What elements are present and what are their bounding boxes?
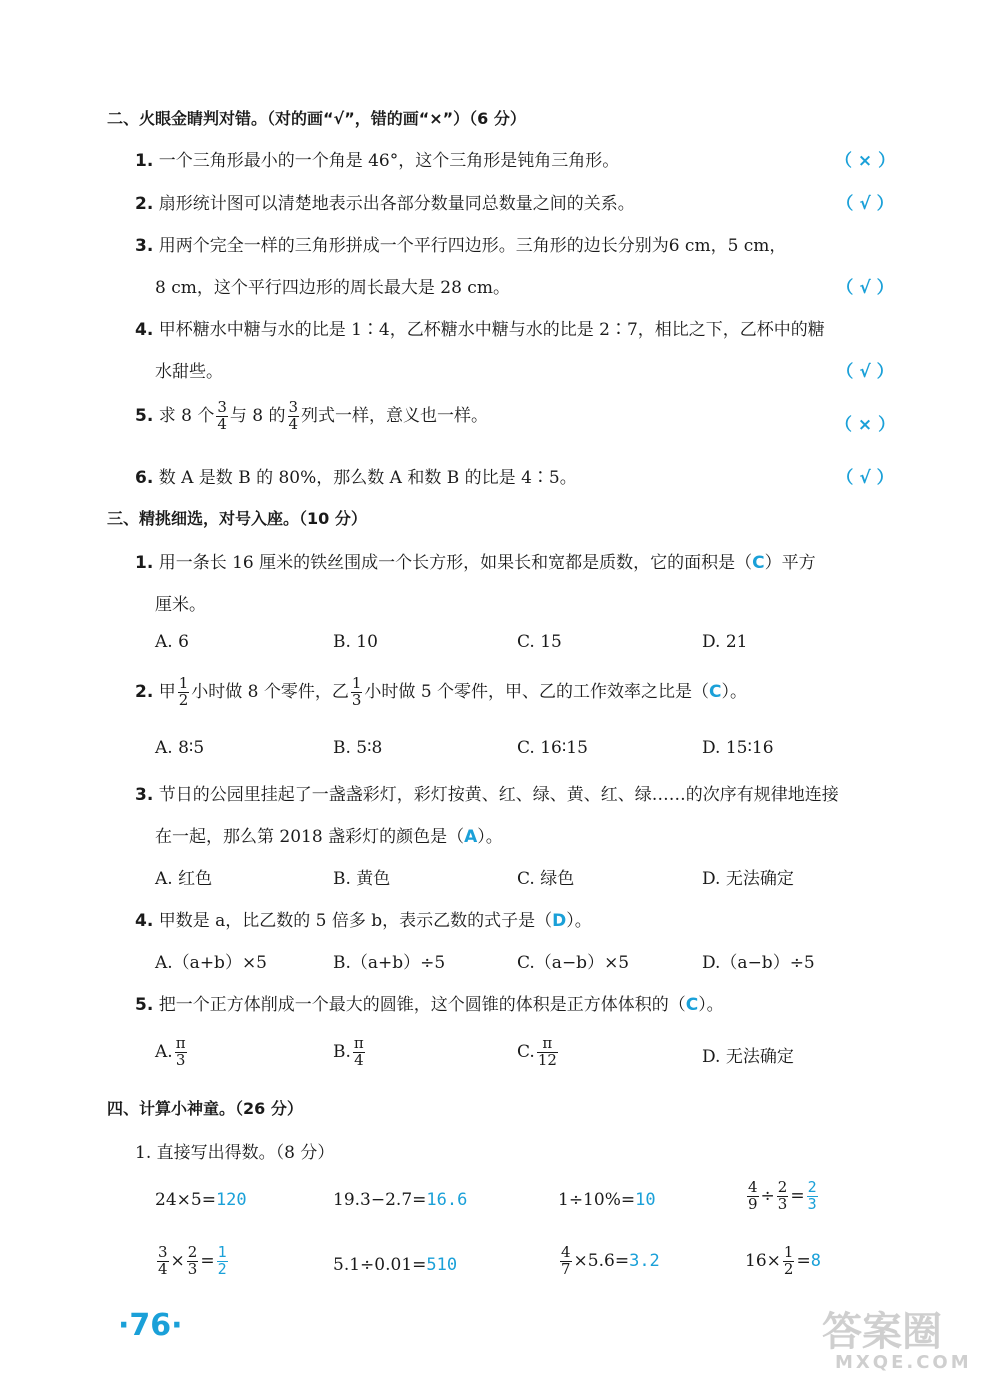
option-d: D. 无法确定 [702,1047,794,1067]
calc-3: 1÷10%=10 [558,1190,656,1210]
judge-item-3 [135,231,786,256]
answer: C [685,995,699,1015]
judge-item-6 [135,463,577,488]
option-d: D. 15∶16 [702,738,774,758]
calc-answer: 510 [426,1255,458,1275]
judge-mark-2: （ √ ） [836,194,894,214]
calc-6: 5.1÷0.01=510 [333,1255,458,1275]
item-number: 5. [135,405,154,426]
calc-answer: 16.6 [426,1190,468,1210]
option-c: C. 15 [517,632,562,652]
option-d: D. 21 [702,632,748,652]
section-2-title: 二、火眼金睛判对错。（对的画“√”，错的画“×”）（6 分） [107,109,526,128]
judge-item-4 [135,315,825,340]
judge-item-5: 5. 求 8 个 $\frac{3}{4}$ 与 8 的 $\frac{3}{4}$ 列式一样，意义也一样。 [135,398,489,433]
fraction: $\frac{3}{4}$ [288,398,299,433]
item-number: 3. [135,236,154,256]
option-b: B. 5∶8 [333,738,383,758]
item-number: 4. [135,320,154,340]
item-number: 6. [135,468,154,488]
choice-question-4: 4. 甲数是 a，比乙数的 5 倍多 b，表示乙数的式子是（D）。 [135,911,592,931]
fraction: $\frac{1}{3}$ [351,674,362,709]
calc-8: 16× $\frac{1}{2}$ =8 [745,1243,821,1278]
answer: C [752,553,765,573]
watermark-logo: 答案圈 [822,1309,942,1355]
calc-5: $\frac{3}{4}$ × $\frac{2}{3}$ = $\frac{1}{2}$ [158,1243,227,1278]
answer: C [709,681,722,702]
calc-answer: 8 [810,1250,821,1271]
section-4-title: 四、计算小神童。（26 分） [107,1099,303,1118]
option-a: A. 红色 [155,869,213,889]
calc-answer: 120 [215,1190,247,1210]
judge-mark-3: （ √ ） [836,278,894,298]
page-number: ·76· [118,1308,183,1343]
fraction: $\frac{3}{4}$ [217,398,227,433]
choice-question-3-cont: 在一起，那么第 2018 盏彩灯的颜色是（A）。 [155,827,503,847]
judge-item-4-cont: 水甜些。 [155,362,223,382]
option-a: A. 8∶5 [155,738,205,758]
option-b: B. 黄色 [333,869,391,889]
judge-mark-1: （ × ） [835,151,896,171]
section-3-title: 三、精挑细选，对号入座。（10 分） [107,509,367,528]
judge-mark-5: （ × ） [835,415,896,435]
calc-1: 24×5=120 [155,1190,247,1210]
item-text: 扇形统计图可以清楚地表示出各部分数量同总数量之间的关系。 [158,194,635,214]
judge-item-1 [135,146,619,171]
option-a: A. $\frac{\pi}{3}$ [155,1034,186,1069]
choice-question-5: 5. 把一个正方体削成一个最大的圆锥，这个圆锥的体积是正方体体积的（C）。 [135,995,724,1015]
judge-item-2 [135,189,635,214]
item-number: 2. [135,194,154,214]
option-c: C. $\frac{\pi}{12}$ [517,1034,557,1069]
option-d: D. 无法确定 [702,869,794,889]
item-text: 一个三角形最小的一个角是 46°，这个三角形是钝角三角形。 [158,151,620,171]
option-a: A.（a+b）×5 [155,953,268,973]
option-b: B. $\frac{\pi}{4}$ [333,1034,364,1069]
fraction: $\frac{1}{2}$ [178,674,189,709]
option-d: D.（a−b）÷5 [702,953,815,973]
answer: D [552,911,567,931]
judge-mark-6: （ √ ） [836,468,894,488]
calc-answer: $\frac{2}{3}$ [807,1178,817,1213]
item-text: 数 A 是数 B 的 80%，那么数 A 和数 B 的比是 4∶5。 [158,468,577,488]
choice-question-2: 2. 甲 $\frac{1}{2}$ 小时做 8 个零件，乙 $\frac{1}{3}$ 小时做 5 个零件，甲、乙的工作效率之比是（C）。 [135,674,748,709]
watermark-url: MXQE.COM [835,1352,972,1373]
item-text: 甲杯糖水中糖与水的比是 1∶4，乙杯糖水中糖与水的比是 2∶7，相比之下，乙杯中的糖 [158,320,825,340]
option-c: C. 绿色 [517,869,575,889]
calc-answer: 10 [635,1190,656,1210]
judge-item-3-cont: 8 cm，这个平行四边形的周长最大是 28 cm。 [155,278,510,298]
answer: A [464,827,478,847]
calc-answer: $\frac{1}{2}$ [217,1243,227,1278]
option-c: C. 16∶15 [517,738,588,758]
option-a: A. 6 [155,632,189,652]
option-c: C.（a−b）×5 [517,953,630,973]
option-b: B. 10 [333,632,378,652]
choice-question-3: 3. 节日的公园里挂起了一盏盏彩灯，彩灯按黄、红、绿、黄、红、绿……的次序有规律地连接 [135,785,839,805]
subsection-title: 1. 直接写出得数。（8 分） [135,1143,335,1163]
item-number: 1. [135,151,154,171]
option-b: B.（a+b）÷5 [333,953,446,973]
calc-answer: 3.2 [629,1250,660,1271]
judge-mark-4: （ √ ） [836,362,894,382]
calc-4: $\frac{4}{9}$ ÷ $\frac{2}{3}$ = $\frac{2}{3}$ [748,1178,817,1213]
choice-question-1: 1. 用一条长 16 厘米的铁丝围成一个长方形，如果长和宽都是质数，它的面积是（C）平方 [135,553,816,573]
calc-7: $\frac{4}{7}$ ×5.6=3.2 [561,1243,660,1278]
calc-2: 19.3−2.7=16.6 [333,1190,468,1210]
choice-question-1-cont: 厘米。 [155,595,206,615]
item-text: 用两个完全一样的三角形拼成一个平行四边形。三角形的边长分别为6 cm，5 cm， [158,236,787,256]
